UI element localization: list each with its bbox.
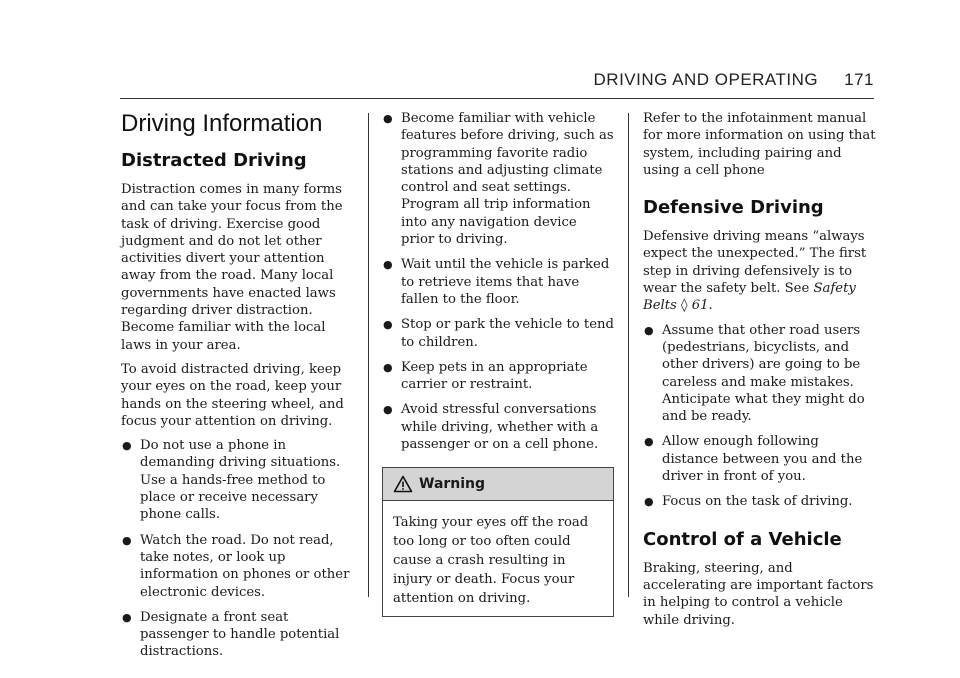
page-number: 171 <box>844 70 874 89</box>
list-item: ● Assume that other road users (pedestrians, bicyclists, and other drivers) are going to be careless and make mistakes. Anticipate what they might do and be ready. <box>644 322 865 425</box>
warning-text: Taking your eyes off the road too long or too often could cause a crash resulting in injury or death. Focus your attention on driving. <box>393 515 589 607</box>
section-title: DRIVING AND OPERATING <box>593 70 819 89</box>
bullet-icon: ● <box>383 112 393 125</box>
warning-title: Warning <box>419 475 486 492</box>
paragraph: Defensive driving means “always expect the unexpected.” The first step in driving defensively is to wear the safety belt. See Safety Belts ◊ 61. <box>643 229 867 314</box>
page-ref-arrow-icon: ◊ <box>680 298 688 314</box>
page-header <box>594 70 874 90</box>
warning-triangle-icon <box>393 475 413 493</box>
bullet-icon: ● <box>383 360 393 374</box>
list-item: ● Stop or park the vehicle to tend to children. <box>383 317 614 350</box>
bullet-list <box>643 322 879 511</box>
header-rule <box>120 98 874 99</box>
bullet-icon: ● <box>383 258 393 272</box>
column-divider-1 <box>368 113 369 597</box>
bullet-icon: ● <box>644 435 654 449</box>
paragraph: Refer to the infotainment manual for more information on using that system, including pairing and using a cell phone <box>643 111 876 178</box>
list-item: ● Wait until the vehicle is parked to retrieve items that have fallen to the floor. <box>383 257 610 307</box>
list-item: ● Avoid stressful conversations while driving, whether with a passenger or on a cell phone. <box>383 402 599 453</box>
column-divider-2 <box>628 113 629 597</box>
list-item: ● Become familiar with vehicle features before driving, such as programming favorite radio stations and adjusting climate control and seat settings. Program all trip information into any navigation device prior to driving. <box>383 111 614 248</box>
page-ref[interactable]: 61 <box>691 298 709 314</box>
bullet-icon: ● <box>122 533 132 547</box>
list-item: ● Designate a front seat passenger to handle potential distractions. <box>122 609 340 660</box>
list-item: ● Watch the road. Do not read, take notes, or look up information on phones or other electronic devices. <box>122 532 350 600</box>
bullet-list <box>121 437 353 661</box>
column-2 <box>382 110 614 617</box>
column-3 <box>643 110 879 636</box>
safety-belts-link[interactable]: Safety Belts <box>643 281 856 314</box>
page-title: Driving Information <box>121 110 323 137</box>
heading-distracted-driving: Distracted Driving <box>121 150 307 171</box>
column-1 <box>121 110 353 669</box>
paragraph: To avoid distracted driving, keep your eyes on the road, keep your hands on the steering wheel, and focus your attention on driving. <box>121 361 344 429</box>
bullet-icon: ● <box>122 610 132 624</box>
warning-box <box>382 467 614 617</box>
bullet-icon: ● <box>644 323 654 337</box>
bullet-icon: ● <box>383 318 393 332</box>
list-item: ● Focus on the task of driving. <box>644 494 853 510</box>
heading-control-of-a-vehicle: Control of a Vehicle <box>643 528 842 550</box>
bullet-list <box>382 110 614 453</box>
list-item: ● Keep pets in an appropriate carrier or restraint. <box>383 359 588 393</box>
list-item: ● Do not use a phone in demanding driving situations. Use a hands-free method to place or receive necessary phone calls. <box>122 438 341 523</box>
bullet-icon: ● <box>383 403 393 417</box>
heading-defensive-driving: Defensive Driving <box>643 197 824 219</box>
bullet-icon: ● <box>644 495 654 509</box>
paragraph: Distraction comes in many forms and can take your focus from the task of driving. Exercise good judgment and do not let other activities divert your attention away from the road. Many local governments have enacted laws regarding driver distraction. Become familiar with the local laws in your area. <box>121 182 343 353</box>
list-item: ● Allow enough following distance between you and the driver in front of you. <box>644 434 863 485</box>
paragraph: Braking, steering, and accelerating are important factors in helping to control a vehicle while driving. <box>643 560 874 628</box>
bullet-icon: ● <box>122 439 132 453</box>
warning-header <box>383 468 613 501</box>
